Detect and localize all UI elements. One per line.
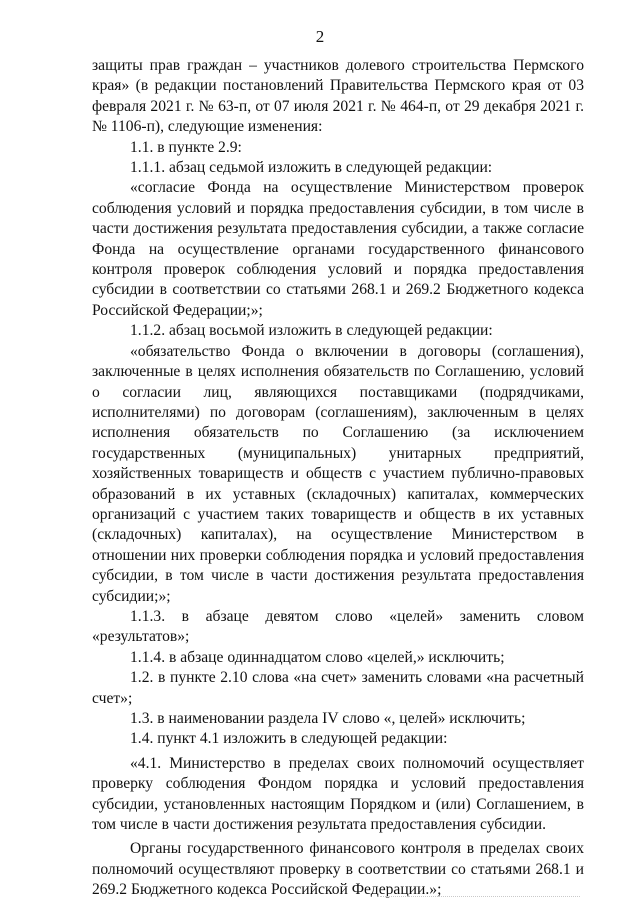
- paragraph-item-1-1-1: 1.1.1. абзац седьмой изложить в следующей редакции:: [130, 159, 493, 177]
- paragraph-financial-control: Органы государственного финансового контроля в пределах своих полномочий осуществляют проверку в соответствии со статьями 268.1 и 269.2 Бюджетного кодекса Российской Федерации.»;: [92, 840, 584, 899]
- paragraph-item-1-4: 1.4. пункт 4.1 изложить в следующей редакции:: [130, 730, 448, 748]
- paragraph-item-1-1: 1.1. в пункте 2.9:: [130, 138, 242, 156]
- page-number: 2: [315, 27, 325, 46]
- paragraph-item-1-1-2: 1.1.2. абзац восьмой изложить в следующей редакции:: [130, 322, 493, 340]
- paragraph-quote-obligation: «обязательство Фонда о включении в договоры (соглашения), заключенные в целях исполнения обязательств по Соглашению, условий о согласии лиц, являющихся поставщиками (подрядчиками, исполнителями) по договорам (соглашениям), заключенным в целях исполнения обязательств по Соглашению (за исключением государственных (муниципальных) унитарных предприятий, хозяйственных товариществ и обществ с участием публично-правовых образований в их уставных (складочных) капиталах, коммерческих организаций с участием таких товариществ и обществ в их уставных (складочных) капиталах), на осуществление Министерством в отношении них проверки соблюдения порядка и условий предоставления субсидии, в том числе в части достижения результата предоставления субсидии;»;: [92, 342, 584, 605]
- document-body: [92, 56, 584, 901]
- paragraph-item-1-1-4: 1.1.4. в абзаце одиннадцатом слово «целей,» исключить;: [130, 648, 505, 666]
- paragraph-quote-4-1: «4.1. Министерство в пределах своих полномочий осуществляет проверку соблюдения Фондом порядка и условий предоставления субсидии, установленных настоящим Порядком и (или) Соглашением, в том числе в части достижения результата предоставления субсидии.: [92, 754, 584, 834]
- paragraph-intro-continuation: защиты прав граждан – участников долевого строительства Пермского края» (в редакции постановлений Правительства Пермского края от 03 февраля 2021 г. № 63-п, от 07 июля 2021 г. № 464-п, от 29 декабря 2021 г. № 1106-п), следующие изменения:: [92, 57, 584, 136]
- paragraph-item-1-3: 1.3. в наименовании раздела IV слово «, целей» исключить;: [130, 710, 526, 727]
- scan-artifact-line: [380, 896, 580, 898]
- paragraph-quote-consent: «согласие Фонда на осуществление Министерством проверок соблюдения условий и порядка предоставления субсидии, в том числе в части достижения результата предоставления субсидии, а также согласие Фонда на осуществление органами государственного финансового контроля проверок соблюдения условий и порядка предоставления субсидии в соответствии со статьями 268.1 и 269.2 Бюджетного кодекса Российской Федерации;»;: [92, 179, 584, 319]
- paragraph-item-1-1-3: 1.1.3. в абзаце девятом слово «целей» заменить словом «результатов»;: [92, 607, 584, 646]
- paragraph-item-1-2: 1.2. в пункте 2.10 слова «на счет» заменить словами «на расчетный счет»;: [92, 669, 584, 707]
